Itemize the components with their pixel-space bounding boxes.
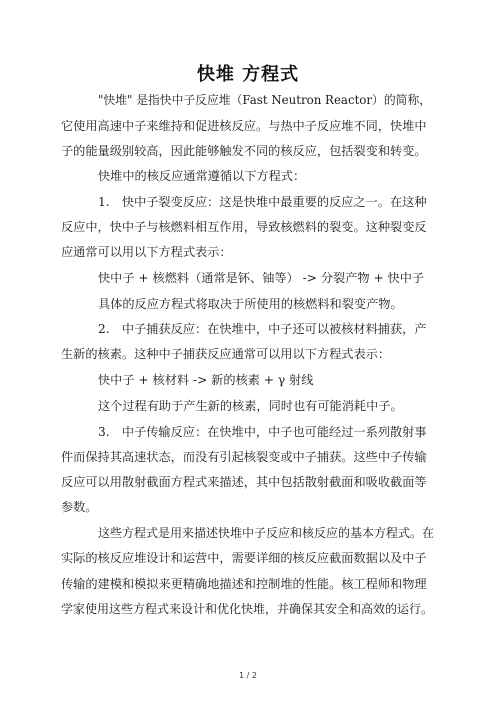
- paragraph-line: 它使用高速中子来维持和促进核反应。与热中子反应堆不同，快堆中: [61, 119, 427, 133]
- paragraph-line: 2. 中子捕获反应：在快堆中，中子还可以被核材料捕获，产: [98, 322, 427, 336]
- paragraph-line: 快中子 + 核燃料（通常是钚、铀等） -> 分裂产物 + 快中子: [98, 271, 425, 285]
- paragraph-line: 应通常可以用以下方程式表示：: [61, 245, 232, 259]
- paragraph-line: 参数。: [61, 500, 98, 514]
- paragraph-line: 快堆中的核反应通常遵循以下方程式：: [98, 169, 306, 183]
- paragraph-line: 传输的建模和模拟来更精确地描述和控制堆的性能。核工程师和物理: [61, 577, 427, 591]
- paragraph-line: 反应中，快中子与核燃料相互作用，导致核燃料的裂变。这种裂变反: [61, 220, 427, 234]
- paragraph-line: 子的能量级别较高，因此能够触发不同的核反应，包括裂变和转变。: [61, 144, 427, 158]
- paragraph-line: 件而保持其高速状态，而没有引起核裂变或中子捕获。这些中子传输: [61, 450, 427, 464]
- document-title: 快堆 方程式: [196, 64, 300, 85]
- page-number: 1 / 2: [239, 671, 257, 680]
- paragraph-line: "快堆" 是指快中子反应堆（Fast Neutron Reactor）的简称，: [98, 93, 432, 107]
- paragraph-line: 这个过程有助于产生新的核素，同时也有可能消耗中子。: [98, 399, 403, 413]
- paragraph-line: 快中子 + 核材料 -> 新的核素 + γ 射线: [98, 373, 314, 387]
- paragraph-line: 反应可以用散射截面方程式来描述，其中包括散射截面和吸收截面等: [61, 475, 427, 489]
- paragraph-line: 实际的核反应堆设计和运营中，需要详细的核反应截面数据以及中子: [61, 551, 427, 565]
- paragraph-line: 生新的核素。这种中子捕获反应通常可以用以下方程式表示：: [61, 347, 391, 361]
- paragraph-line: 1. 快中子裂变反应：这是快堆中最重要的反应之一。在这种: [98, 195, 427, 209]
- paragraph-line: 这些方程式是用来描述快堆中子反应和核反应的基本方程式。在: [98, 526, 435, 540]
- paragraph-line: 3. 中子传输反应：在快堆中，中子也可能经过一系列散射事: [98, 425, 427, 439]
- paragraph-line: 学家使用这些方程式来设计和优化快堆，并确保其安全和高效的运行。: [61, 602, 434, 616]
- paragraph-line: 具体的反应方程式将取决于所使用的核燃料和裂变产物。: [98, 297, 403, 311]
